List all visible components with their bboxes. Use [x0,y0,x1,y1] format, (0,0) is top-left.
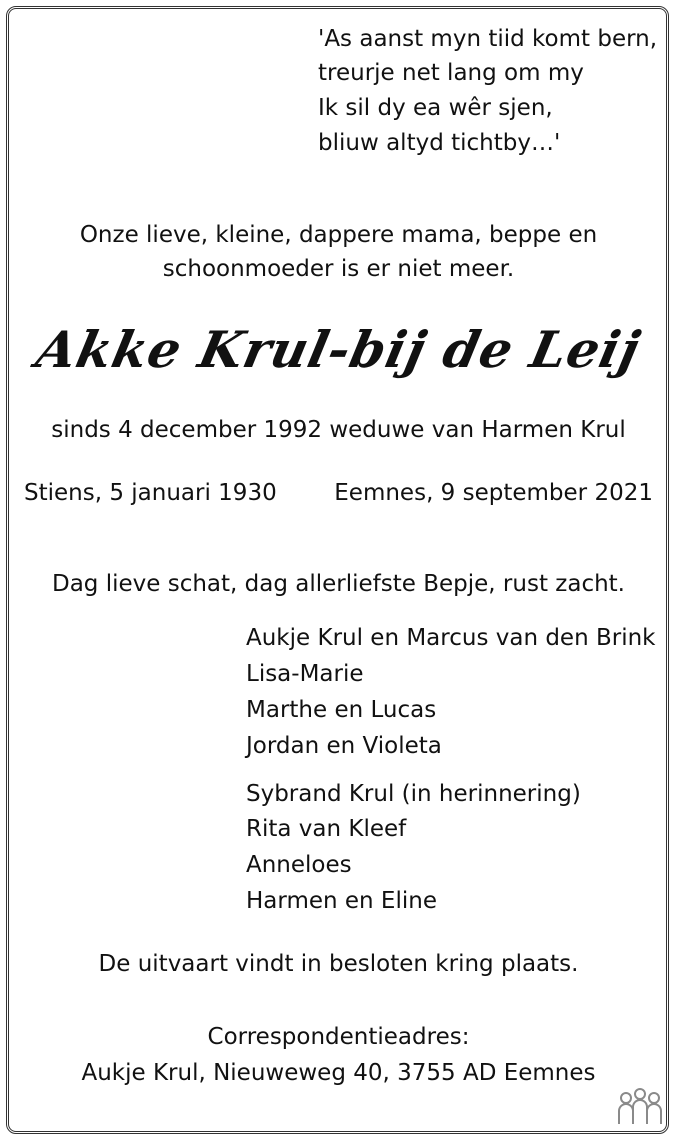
family-member: Harmen en Eline [246,888,437,914]
family-member: Jordan en Violeta [246,733,442,759]
family-member: Aukje Krul en Marcus van den Brink [246,625,656,651]
intro-line-2: schoonmoeder is er niet meer. [162,256,515,282]
family-member: Marthe en Lucas [246,697,437,723]
family-member: Lisa-Marie [246,661,364,687]
people-group-icon [616,1086,664,1128]
deceased-name: Akke Krul-bij de Leij [31,320,646,379]
intro-line-1: Onze lieve, kleine, dappere mama, beppe en [79,222,598,248]
family-member: Anneloes [246,852,352,878]
birth-place-date: Stiens, 5 januari 1930 [24,480,277,506]
widow-line: sinds 4 december 1992 weduwe van Harmen Krul [51,417,626,443]
farewell-line: Dag lieve schat, dag allerliefste Bepje, rust zacht. [52,571,625,597]
correspondence-address: Aukje Krul, Nieuweweg 40, 3755 AD Eemnes [81,1060,596,1086]
funeral-note: De uitvaart vindt in besloten kring plaats. [98,951,579,977]
poem-line-2: treurje net lang om my [318,60,584,86]
poem-line-4: bliuw altyd tichtby…' [318,130,561,156]
death-place-date: Eemnes, 9 september 2021 [334,480,653,506]
family-member: Sybrand Krul (in herinnering) [246,781,581,807]
poem-line-3: Ik sil dy ea wêr sjen, [318,95,553,121]
poem-line-1: 'As aanst myn tiid komt bern, [318,26,658,52]
family-member: Rita van Kleef [246,816,407,842]
correspondence-label: Correspondentieadres: [207,1024,470,1050]
